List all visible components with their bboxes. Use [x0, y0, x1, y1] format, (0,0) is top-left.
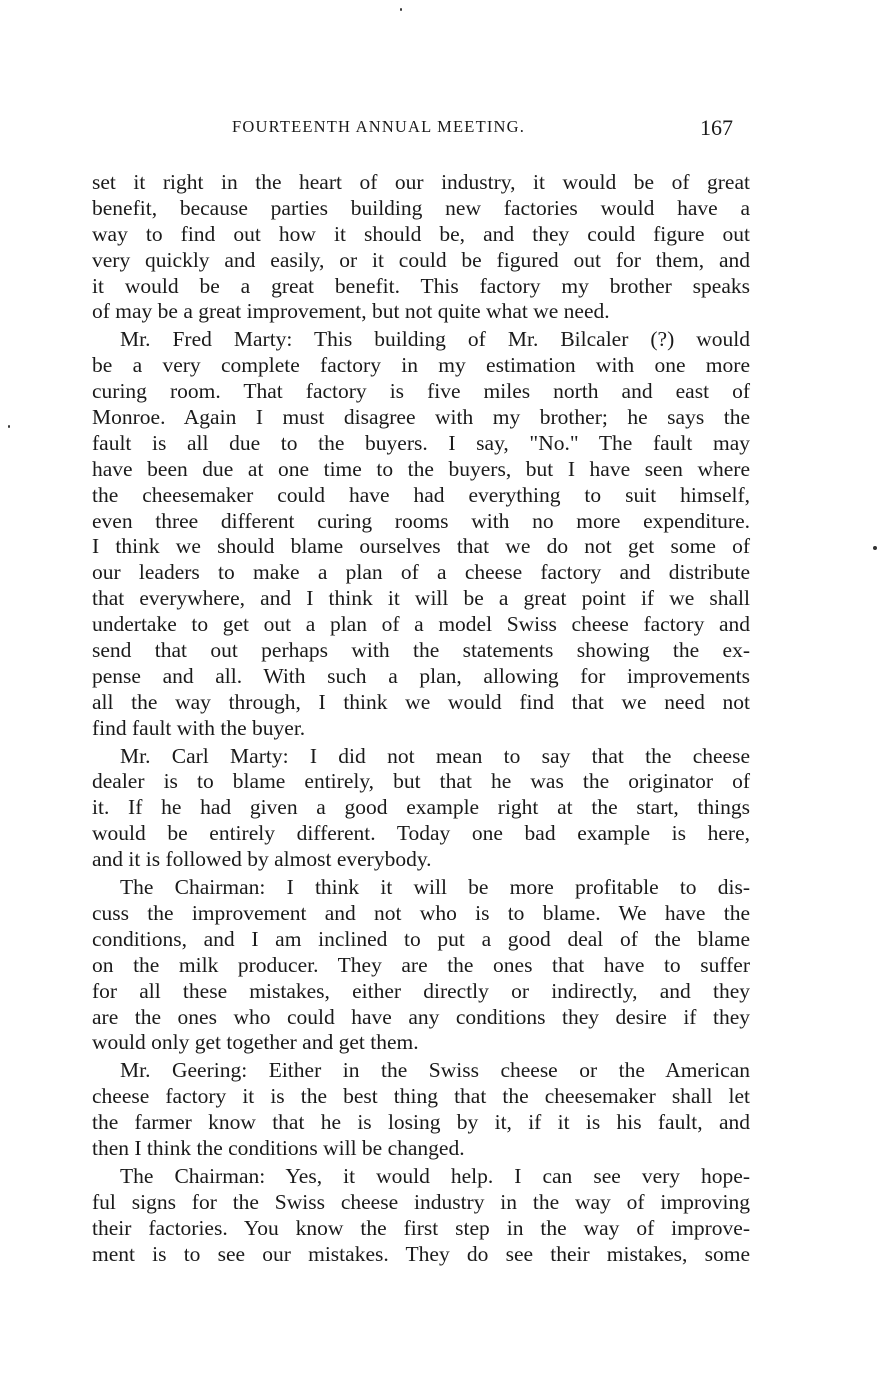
text-line: conditions, and I am inclined to put a good deal of the blame — [92, 926, 750, 951]
text-line: set it right in the heart of our industry, it would be of great — [92, 170, 750, 194]
text-line: very quickly and easily, or it could be figured out for them, and — [92, 247, 750, 272]
page-number: 167 — [700, 115, 733, 140]
text-line: be a very complete factory in my estimation with one more — [92, 353, 750, 378]
text-line: and it is followed by almost everybody. — [92, 847, 432, 872]
text-line: that everywhere, and I think it will be a great point if we shall — [92, 586, 750, 611]
paragraph — [92, 744, 750, 873]
text-line: it. If he had given a good example right at the start, things — [92, 795, 750, 820]
text-line: cheese factory it is the best thing that the cheesemaker shall let — [92, 1084, 750, 1109]
text-line: undertake to get out a plan of a model Swiss cheese factory and — [92, 612, 750, 637]
text-line: I think we should blame ourselves that we do not get some of — [92, 534, 750, 559]
scan-speck — [400, 8, 402, 11]
text-line: of may be a great improvement, but not quite what we need. — [92, 299, 610, 324]
paragraph — [92, 327, 750, 741]
text-line: The Chairman: I think it will be more profitable to dis- — [120, 875, 750, 900]
text-line: Mr. Geering: Either in the Swiss cheese or the American — [120, 1058, 750, 1083]
body-text — [92, 170, 750, 1269]
running-title: FOURTEENTH ANNUAL MEETING. — [232, 117, 526, 136]
text-line: ful signs for the Swiss cheese industry in the way of improving — [92, 1189, 750, 1214]
text-line: Monroe. Again I must disagree with my brother; he says the — [92, 405, 750, 430]
text-line: dealer is to blame entirely, but that he was the originator of — [92, 769, 750, 794]
text-line: it would be a great benefit. This factory my brother speaks — [92, 273, 750, 298]
text-line: Mr. Fred Marty: This building of Mr. Bilcaler (?) would — [120, 327, 750, 352]
paragraph — [92, 1164, 750, 1268]
text-line: way to find out how it should be, and they could figure out — [92, 221, 750, 246]
text-line: benefit, because parties building new factories would have a — [92, 195, 750, 220]
text-line: would be entirely different. Today one bad example is here, — [92, 821, 750, 846]
scan-speck — [8, 425, 10, 428]
text-line: then I think the conditions will be changed. — [92, 1135, 465, 1160]
text-line: send that out perhaps with the statements showing the ex- — [92, 638, 750, 663]
text-line: have been due at one time to the buyers, but I have seen where — [92, 456, 750, 481]
text-line: cuss the improvement and not who is to blame. We have the — [92, 900, 750, 925]
text-line: the farmer know that he is losing by it, if it is his fault, and — [92, 1110, 750, 1135]
scan-speck — [873, 546, 877, 550]
text-line: even three different curing rooms with no more expenditure. — [92, 508, 750, 533]
text-line: on the milk producer. They are the ones that have to suffer — [92, 952, 750, 977]
text-line: our leaders to make a plan of a cheese factory and distribute — [92, 560, 750, 585]
text-line: Mr. Carl Marty: I did not mean to say that the cheese — [120, 743, 750, 768]
text-line: The Chairman: Yes, it would help. I can see very hope- — [120, 1163, 750, 1188]
running-head — [0, 115, 887, 145]
text-line: pense and all. With such a plan, allowing for improvements — [92, 663, 750, 688]
text-line: curing room. That factory is five miles north and east of — [92, 379, 750, 404]
text-line: for all these mistakes, either directly or indirectly, and they — [92, 978, 750, 1003]
text-line: fault is all due to the buyers. I say, "No." The fault may — [92, 430, 750, 455]
paragraph — [92, 875, 750, 1056]
text-line: are the ones who could have any conditions they desire if they — [92, 1004, 750, 1029]
text-line: ment is to see our mistakes. They do see their mistakes, some — [92, 1241, 750, 1266]
text-line: all the way through, I think we would find that we need not — [92, 689, 750, 714]
text-line: find fault with the buyer. — [92, 715, 306, 740]
text-line: the cheesemaker could have had everything to suit himself, — [92, 482, 750, 507]
text-line: would only get together and get them. — [92, 1030, 419, 1055]
paragraph — [92, 170, 750, 325]
text-line: their factories. You know the first step in the way of improve- — [92, 1215, 750, 1240]
paragraph — [92, 1058, 750, 1162]
